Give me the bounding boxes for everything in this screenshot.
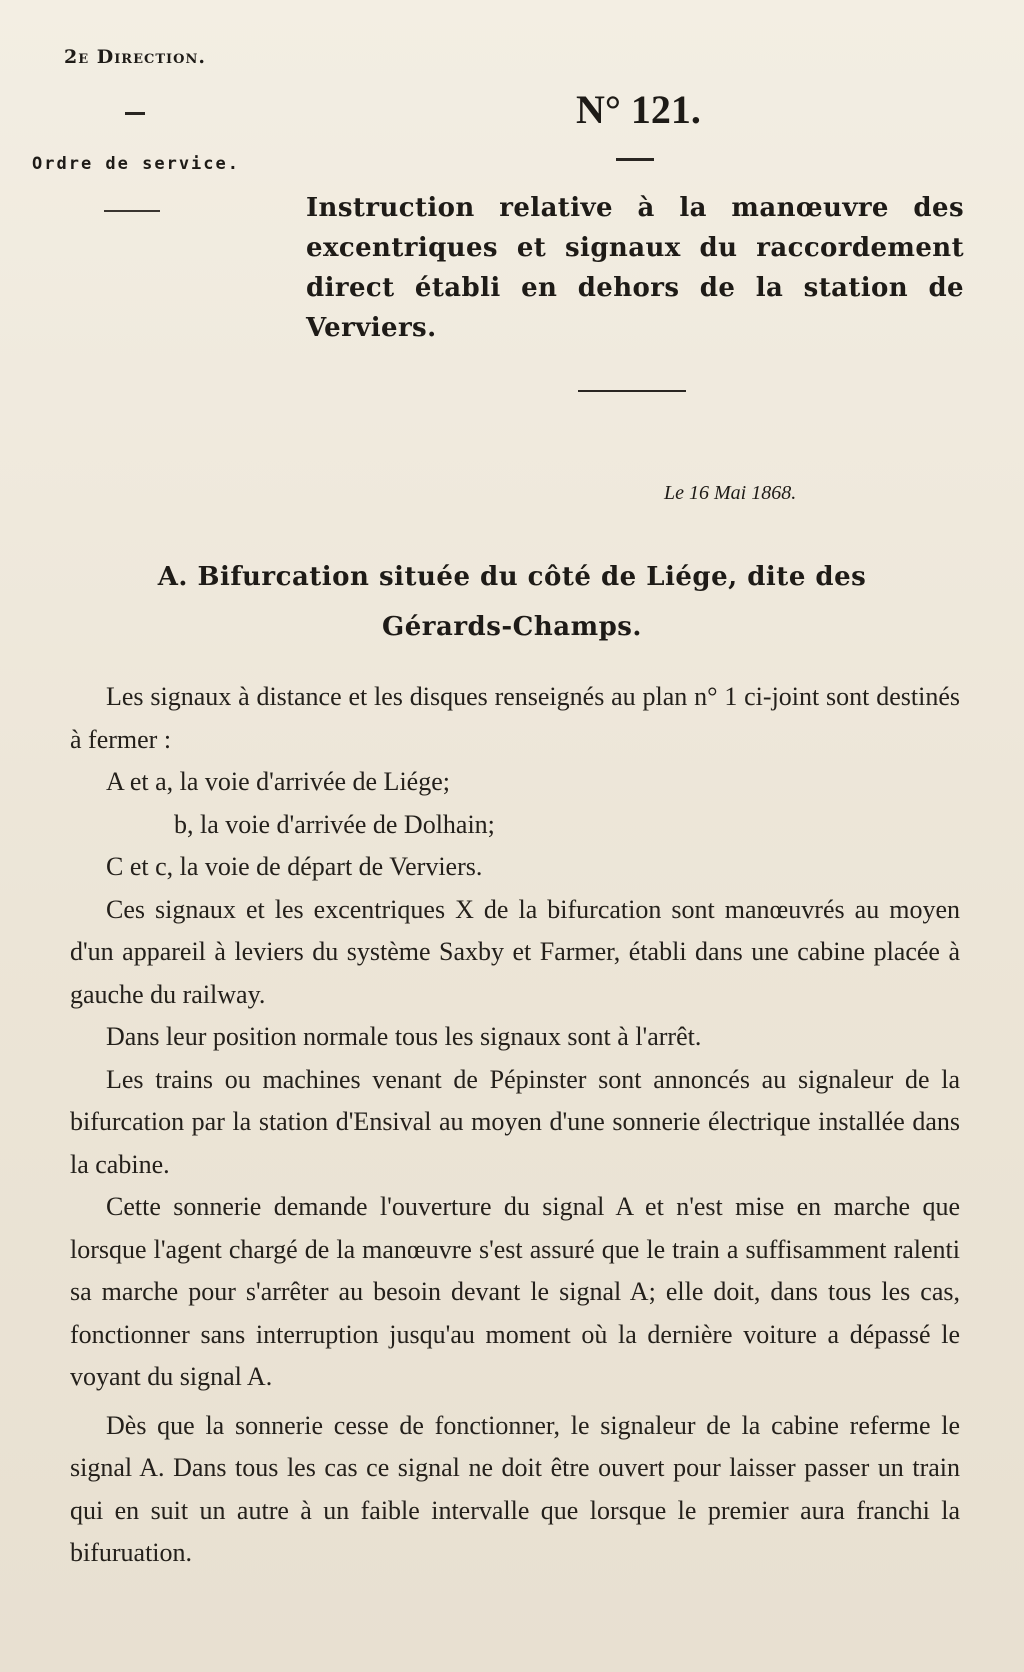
document-title: Instruction relative à la manœuvre des excentriques et signaux du raccordement direct établi en dehors de la station de Verviers. — [306, 193, 964, 343]
paragraph: Les trains ou machines venant de Pépinster sont annoncés au signaleur de la bifurcation par la station d'Ensival au moyen d'une sonnerie électrique installée dans la cabine. — [70, 1064, 960, 1179]
document-date: Le 16 Mai 1868. — [664, 482, 797, 504]
section-heading — [60, 552, 964, 652]
separator-dash — [616, 158, 654, 161]
paragraph: Dès que la sonnerie cesse de fonctionner, le signaleur de la cabine referme le signal A. Dans tous les cas ce signal ne doit être ouvert pour laisser passer un train qui en suit un autre à un faible intervalle que lorsque le premier aura franchi la bifuruation. — [70, 1410, 960, 1567]
list-item: C et c, la voie de départ de Verviers. — [106, 852, 483, 881]
section-heading-line: A. Bifurcation située du côté de Liége, dite des — [157, 562, 867, 592]
paragraph: Dans leur position normale tous les signaux sont à l'arrêt. — [106, 1022, 702, 1051]
section-heading-line: Gérards-Champs. — [382, 612, 642, 642]
paragraph: Cette sonnerie demande l'ouverture du signal A et n'est mise en marche que lorsque l'agent chargé de la manœuvre s'est assuré que le train a suffisamment ralenti sa marche pour s'arrêter au besoin devant le signal A; elle doit, dans tous les cas, fonctionner sans interruption jusqu'au moment où la dernière voiture a dépassé le voyant du signal A. — [70, 1192, 960, 1391]
separator-dash — [104, 210, 160, 212]
document-number: N° 121. — [576, 87, 701, 132]
title-rule — [578, 390, 686, 392]
body-text — [70, 676, 960, 1575]
list-item: b, la voie d'arrivée de Dolhain; — [174, 809, 495, 839]
separator-dash — [125, 112, 145, 115]
paragraph: Ces signaux et les excentriques X de la bifurcation sont manœuvrés au moyen d'un appareil à leviers du système Saxby et Farmer, établi dans une cabine placée à gauche du railway. — [70, 894, 960, 1009]
paragraph: Les signaux à distance et les disques renseignés au plan n° 1 ci-joint sont destinés à fermer : — [70, 682, 960, 754]
direction-label: 2e Direction. — [64, 46, 206, 68]
list-item: A et a, la voie d'arrivée de Liége; — [106, 767, 450, 796]
order-label: Ordre de service. — [32, 154, 240, 174]
